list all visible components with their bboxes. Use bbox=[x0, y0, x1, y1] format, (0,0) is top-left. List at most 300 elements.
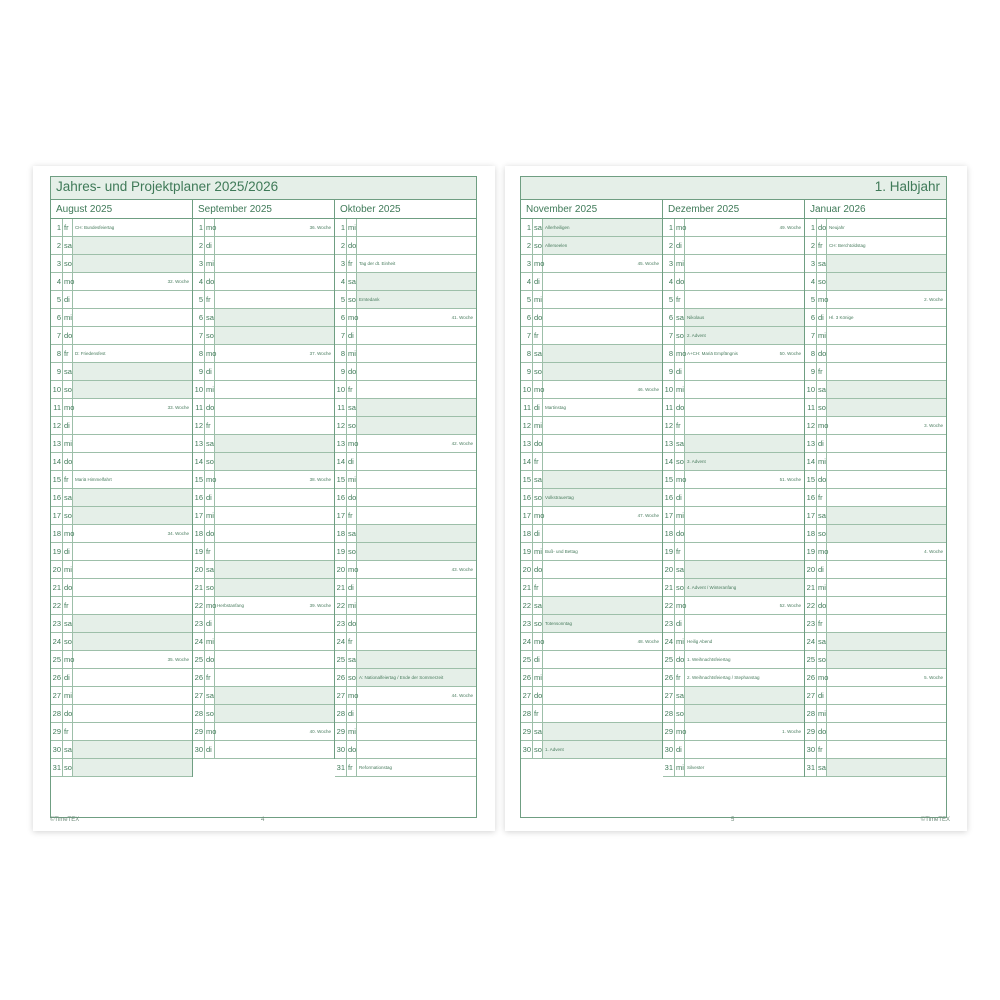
entry-cell[interactable] bbox=[214, 327, 334, 344]
day-row[interactable] bbox=[335, 291, 476, 309]
day-row[interactable] bbox=[663, 543, 804, 561]
entry-cell[interactable] bbox=[826, 345, 946, 362]
entry-cell[interactable] bbox=[72, 669, 192, 686]
day-row[interactable] bbox=[805, 219, 946, 237]
day-row[interactable] bbox=[335, 633, 476, 651]
entry-cell[interactable] bbox=[72, 615, 192, 632]
day-row[interactable] bbox=[663, 741, 804, 759]
day-row[interactable] bbox=[193, 219, 334, 237]
entry-cell[interactable] bbox=[684, 237, 804, 254]
day-row[interactable] bbox=[805, 363, 946, 381]
entry-cell[interactable] bbox=[542, 435, 662, 452]
day-row[interactable] bbox=[193, 399, 334, 417]
day-row[interactable] bbox=[805, 669, 946, 687]
day-row[interactable] bbox=[521, 291, 662, 309]
day-row[interactable] bbox=[805, 741, 946, 759]
entry-cell[interactable] bbox=[356, 345, 476, 362]
day-row[interactable] bbox=[51, 273, 192, 291]
day-row[interactable] bbox=[193, 255, 334, 273]
entry-cell[interactable] bbox=[214, 633, 334, 650]
day-row[interactable] bbox=[335, 381, 476, 399]
day-row[interactable] bbox=[805, 597, 946, 615]
entry-cell[interactable] bbox=[214, 525, 334, 542]
day-row[interactable] bbox=[521, 273, 662, 291]
day-row[interactable] bbox=[663, 327, 804, 345]
entry-cell[interactable] bbox=[214, 615, 334, 632]
day-row[interactable] bbox=[521, 723, 662, 741]
entry-cell[interactable] bbox=[214, 741, 334, 758]
entry-cell[interactable] bbox=[356, 327, 476, 344]
day-row[interactable] bbox=[51, 759, 192, 777]
entry-cell[interactable] bbox=[542, 723, 662, 740]
day-row[interactable] bbox=[51, 309, 192, 327]
day-row[interactable] bbox=[193, 705, 334, 723]
entry-cell[interactable] bbox=[356, 615, 476, 632]
entry-cell[interactable] bbox=[356, 597, 476, 614]
day-row[interactable] bbox=[805, 399, 946, 417]
entry-cell[interactable] bbox=[826, 615, 946, 632]
day-row[interactable] bbox=[51, 543, 192, 561]
entry-cell[interactable] bbox=[684, 363, 804, 380]
day-row[interactable] bbox=[521, 219, 662, 237]
day-row[interactable] bbox=[51, 255, 192, 273]
day-row[interactable] bbox=[335, 759, 476, 777]
entry-cell[interactable] bbox=[542, 345, 662, 362]
day-row[interactable] bbox=[51, 417, 192, 435]
entry-cell[interactable] bbox=[214, 417, 334, 434]
entry-cell[interactable] bbox=[684, 705, 804, 722]
entry-cell[interactable] bbox=[826, 741, 946, 758]
day-row[interactable] bbox=[193, 327, 334, 345]
entry-cell[interactable] bbox=[72, 543, 192, 560]
day-row[interactable] bbox=[805, 291, 946, 309]
day-row[interactable] bbox=[193, 669, 334, 687]
day-row[interactable] bbox=[663, 363, 804, 381]
day-row[interactable] bbox=[51, 597, 192, 615]
entry-cell[interactable] bbox=[356, 453, 476, 470]
entry-cell[interactable] bbox=[214, 543, 334, 560]
entry-cell[interactable] bbox=[214, 453, 334, 470]
entry-cell[interactable] bbox=[684, 435, 804, 452]
day-row[interactable] bbox=[805, 759, 946, 777]
day-row[interactable] bbox=[335, 453, 476, 471]
entry-cell[interactable] bbox=[684, 543, 804, 560]
entry-cell[interactable] bbox=[542, 453, 662, 470]
entry-cell[interactable] bbox=[72, 489, 192, 506]
day-row[interactable] bbox=[51, 687, 192, 705]
entry-cell[interactable] bbox=[542, 579, 662, 596]
entry-cell[interactable] bbox=[826, 327, 946, 344]
day-row[interactable] bbox=[805, 417, 946, 435]
entry-cell[interactable] bbox=[826, 471, 946, 488]
day-row[interactable] bbox=[663, 417, 804, 435]
entry-cell[interactable] bbox=[826, 399, 946, 416]
day-row[interactable] bbox=[335, 489, 476, 507]
day-row[interactable] bbox=[663, 309, 804, 327]
day-row[interactable] bbox=[51, 471, 192, 489]
day-row[interactable] bbox=[805, 651, 946, 669]
day-row[interactable] bbox=[335, 687, 476, 705]
entry-cell[interactable] bbox=[356, 219, 476, 236]
entry-cell[interactable] bbox=[826, 597, 946, 614]
entry-cell[interactable] bbox=[214, 309, 334, 326]
day-row[interactable] bbox=[51, 345, 192, 363]
day-row[interactable] bbox=[51, 615, 192, 633]
day-row[interactable] bbox=[663, 273, 804, 291]
day-row[interactable] bbox=[335, 651, 476, 669]
entry-cell[interactable] bbox=[684, 489, 804, 506]
day-row[interactable] bbox=[805, 255, 946, 273]
day-row[interactable] bbox=[663, 219, 804, 237]
day-row[interactable] bbox=[663, 291, 804, 309]
day-row[interactable] bbox=[521, 309, 662, 327]
day-row[interactable] bbox=[521, 579, 662, 597]
entry-cell[interactable] bbox=[356, 651, 476, 668]
day-row[interactable] bbox=[805, 507, 946, 525]
day-row[interactable] bbox=[335, 705, 476, 723]
day-row[interactable] bbox=[193, 291, 334, 309]
day-row[interactable] bbox=[335, 723, 476, 741]
entry-cell[interactable] bbox=[214, 237, 334, 254]
day-row[interactable] bbox=[335, 561, 476, 579]
day-row[interactable] bbox=[663, 471, 804, 489]
entry-cell[interactable] bbox=[542, 597, 662, 614]
day-row[interactable] bbox=[663, 453, 804, 471]
entry-cell[interactable] bbox=[826, 633, 946, 650]
day-row[interactable] bbox=[521, 615, 662, 633]
entry-cell[interactable] bbox=[72, 579, 192, 596]
entry-cell[interactable] bbox=[72, 453, 192, 470]
day-row[interactable] bbox=[193, 687, 334, 705]
entry-cell[interactable] bbox=[72, 741, 192, 758]
entry-cell[interactable] bbox=[214, 507, 334, 524]
day-row[interactable] bbox=[521, 327, 662, 345]
day-row[interactable] bbox=[193, 741, 334, 759]
entry-cell[interactable] bbox=[684, 399, 804, 416]
day-row[interactable] bbox=[521, 237, 662, 255]
day-row[interactable] bbox=[521, 453, 662, 471]
day-row[interactable] bbox=[663, 579, 804, 597]
day-row[interactable] bbox=[193, 633, 334, 651]
entry-cell[interactable] bbox=[214, 669, 334, 686]
entry-cell[interactable] bbox=[684, 525, 804, 542]
day-row[interactable] bbox=[193, 507, 334, 525]
day-row[interactable] bbox=[805, 525, 946, 543]
entry-cell[interactable] bbox=[684, 561, 804, 578]
day-row[interactable] bbox=[521, 435, 662, 453]
day-row[interactable] bbox=[335, 255, 476, 273]
entry-cell[interactable] bbox=[72, 327, 192, 344]
entry-cell[interactable] bbox=[542, 273, 662, 290]
day-row[interactable] bbox=[335, 219, 476, 237]
day-row[interactable] bbox=[193, 561, 334, 579]
entry-cell[interactable] bbox=[542, 471, 662, 488]
day-row[interactable] bbox=[51, 579, 192, 597]
entry-cell[interactable] bbox=[826, 255, 946, 272]
entry-cell[interactable] bbox=[214, 255, 334, 272]
entry-cell[interactable] bbox=[72, 363, 192, 380]
day-row[interactable] bbox=[663, 489, 804, 507]
entry-cell[interactable] bbox=[72, 687, 192, 704]
entry-cell[interactable] bbox=[72, 291, 192, 308]
day-row[interactable] bbox=[521, 561, 662, 579]
day-row[interactable] bbox=[51, 507, 192, 525]
entry-cell[interactable] bbox=[356, 741, 476, 758]
day-row[interactable] bbox=[335, 363, 476, 381]
day-row[interactable] bbox=[193, 381, 334, 399]
day-row[interactable] bbox=[663, 723, 804, 741]
day-row[interactable] bbox=[805, 723, 946, 741]
day-row[interactable] bbox=[335, 417, 476, 435]
day-row[interactable] bbox=[805, 687, 946, 705]
day-row[interactable] bbox=[521, 489, 662, 507]
day-row[interactable] bbox=[805, 615, 946, 633]
entry-cell[interactable] bbox=[542, 327, 662, 344]
day-row[interactable] bbox=[521, 525, 662, 543]
day-row[interactable] bbox=[805, 705, 946, 723]
day-row[interactable] bbox=[51, 525, 192, 543]
entry-cell[interactable] bbox=[214, 435, 334, 452]
day-row[interactable] bbox=[193, 417, 334, 435]
day-row[interactable] bbox=[335, 579, 476, 597]
day-row[interactable] bbox=[663, 507, 804, 525]
day-row[interactable] bbox=[51, 291, 192, 309]
entry-cell[interactable] bbox=[826, 561, 946, 578]
entry-cell[interactable] bbox=[356, 399, 476, 416]
entry-cell[interactable] bbox=[684, 273, 804, 290]
entry-cell[interactable] bbox=[684, 417, 804, 434]
entry-cell[interactable] bbox=[72, 309, 192, 326]
entry-cell[interactable] bbox=[826, 687, 946, 704]
entry-cell[interactable] bbox=[214, 291, 334, 308]
day-row[interactable] bbox=[663, 687, 804, 705]
day-row[interactable] bbox=[51, 561, 192, 579]
day-row[interactable] bbox=[335, 615, 476, 633]
day-row[interactable] bbox=[663, 705, 804, 723]
entry-cell[interactable] bbox=[72, 507, 192, 524]
entry-cell[interactable] bbox=[214, 489, 334, 506]
day-row[interactable] bbox=[521, 687, 662, 705]
entry-cell[interactable] bbox=[542, 309, 662, 326]
day-row[interactable] bbox=[51, 489, 192, 507]
entry-cell[interactable] bbox=[542, 561, 662, 578]
day-row[interactable] bbox=[521, 381, 662, 399]
entry-cell[interactable] bbox=[356, 579, 476, 596]
entry-cell[interactable] bbox=[72, 597, 192, 614]
day-row[interactable] bbox=[193, 489, 334, 507]
day-row[interactable] bbox=[51, 219, 192, 237]
day-row[interactable] bbox=[521, 597, 662, 615]
day-row[interactable] bbox=[193, 525, 334, 543]
day-row[interactable] bbox=[335, 327, 476, 345]
day-row[interactable] bbox=[335, 525, 476, 543]
entry-cell[interactable] bbox=[214, 651, 334, 668]
entry-cell[interactable] bbox=[356, 471, 476, 488]
day-row[interactable] bbox=[51, 453, 192, 471]
entry-cell[interactable] bbox=[826, 381, 946, 398]
entry-cell[interactable] bbox=[72, 759, 192, 776]
day-row[interactable] bbox=[51, 669, 192, 687]
day-row[interactable] bbox=[335, 507, 476, 525]
entry-cell[interactable] bbox=[826, 453, 946, 470]
day-row[interactable] bbox=[521, 507, 662, 525]
entry-cell[interactable] bbox=[72, 561, 192, 578]
entry-cell[interactable] bbox=[542, 363, 662, 380]
day-row[interactable] bbox=[193, 435, 334, 453]
day-row[interactable] bbox=[521, 399, 662, 417]
day-row[interactable] bbox=[193, 273, 334, 291]
entry-cell[interactable] bbox=[826, 759, 946, 776]
day-row[interactable] bbox=[51, 723, 192, 741]
entry-cell[interactable] bbox=[356, 417, 476, 434]
day-row[interactable] bbox=[805, 327, 946, 345]
entry-cell[interactable] bbox=[542, 669, 662, 686]
day-row[interactable] bbox=[193, 579, 334, 597]
entry-cell[interactable] bbox=[826, 525, 946, 542]
entry-cell[interactable] bbox=[542, 687, 662, 704]
entry-cell[interactable] bbox=[826, 579, 946, 596]
entry-cell[interactable] bbox=[826, 363, 946, 380]
entry-cell[interactable] bbox=[684, 615, 804, 632]
entry-cell[interactable] bbox=[684, 381, 804, 398]
entry-cell[interactable] bbox=[356, 525, 476, 542]
entry-cell[interactable] bbox=[356, 273, 476, 290]
day-row[interactable] bbox=[51, 363, 192, 381]
day-row[interactable] bbox=[51, 327, 192, 345]
day-row[interactable] bbox=[335, 543, 476, 561]
entry-cell[interactable] bbox=[542, 705, 662, 722]
day-row[interactable] bbox=[335, 669, 476, 687]
day-row[interactable] bbox=[663, 633, 804, 651]
day-row[interactable] bbox=[51, 237, 192, 255]
day-row[interactable] bbox=[51, 651, 192, 669]
day-row[interactable] bbox=[805, 345, 946, 363]
entry-cell[interactable] bbox=[356, 363, 476, 380]
entry-cell[interactable] bbox=[542, 651, 662, 668]
day-row[interactable] bbox=[521, 741, 662, 759]
day-row[interactable] bbox=[805, 543, 946, 561]
entry-cell[interactable] bbox=[684, 255, 804, 272]
entry-cell[interactable] bbox=[356, 543, 476, 560]
entry-cell[interactable] bbox=[826, 489, 946, 506]
day-row[interactable] bbox=[335, 345, 476, 363]
day-row[interactable] bbox=[805, 435, 946, 453]
day-row[interactable] bbox=[805, 471, 946, 489]
day-row[interactable] bbox=[663, 669, 804, 687]
day-row[interactable] bbox=[335, 435, 476, 453]
entry-cell[interactable] bbox=[214, 363, 334, 380]
entry-cell[interactable] bbox=[826, 651, 946, 668]
day-row[interactable] bbox=[663, 615, 804, 633]
day-row[interactable] bbox=[805, 561, 946, 579]
day-row[interactable] bbox=[193, 723, 334, 741]
day-row[interactable] bbox=[663, 561, 804, 579]
day-row[interactable] bbox=[51, 741, 192, 759]
day-row[interactable] bbox=[335, 237, 476, 255]
entry-cell[interactable] bbox=[542, 417, 662, 434]
entry-cell[interactable] bbox=[356, 723, 476, 740]
day-row[interactable] bbox=[193, 453, 334, 471]
entry-cell[interactable] bbox=[826, 507, 946, 524]
day-row[interactable] bbox=[663, 597, 804, 615]
day-row[interactable] bbox=[193, 309, 334, 327]
entry-cell[interactable] bbox=[356, 381, 476, 398]
entry-cell[interactable] bbox=[826, 723, 946, 740]
day-row[interactable] bbox=[193, 543, 334, 561]
day-row[interactable] bbox=[805, 453, 946, 471]
day-row[interactable] bbox=[663, 435, 804, 453]
day-row[interactable] bbox=[521, 543, 662, 561]
entry-cell[interactable] bbox=[214, 579, 334, 596]
entry-cell[interactable] bbox=[826, 435, 946, 452]
entry-cell[interactable] bbox=[214, 561, 334, 578]
entry-cell[interactable] bbox=[684, 507, 804, 524]
entry-cell[interactable] bbox=[214, 687, 334, 704]
day-row[interactable] bbox=[805, 489, 946, 507]
entry-cell[interactable] bbox=[684, 291, 804, 308]
day-row[interactable] bbox=[193, 363, 334, 381]
day-row[interactable] bbox=[335, 399, 476, 417]
day-row[interactable] bbox=[805, 633, 946, 651]
day-row[interactable] bbox=[663, 381, 804, 399]
day-row[interactable] bbox=[521, 417, 662, 435]
day-row[interactable] bbox=[521, 255, 662, 273]
day-row[interactable] bbox=[805, 381, 946, 399]
day-row[interactable] bbox=[193, 471, 334, 489]
day-row[interactable] bbox=[193, 615, 334, 633]
day-row[interactable] bbox=[663, 651, 804, 669]
day-row[interactable] bbox=[521, 633, 662, 651]
entry-cell[interactable] bbox=[356, 705, 476, 722]
day-row[interactable] bbox=[51, 399, 192, 417]
day-row[interactable] bbox=[51, 381, 192, 399]
entry-cell[interactable] bbox=[72, 255, 192, 272]
entry-cell[interactable] bbox=[72, 435, 192, 452]
entry-cell[interactable] bbox=[72, 705, 192, 722]
entry-cell[interactable] bbox=[826, 273, 946, 290]
day-row[interactable] bbox=[805, 309, 946, 327]
day-row[interactable] bbox=[663, 399, 804, 417]
entry-cell[interactable] bbox=[214, 705, 334, 722]
day-row[interactable] bbox=[521, 471, 662, 489]
day-row[interactable] bbox=[663, 237, 804, 255]
day-row[interactable] bbox=[521, 363, 662, 381]
entry-cell[interactable] bbox=[214, 381, 334, 398]
day-row[interactable] bbox=[335, 471, 476, 489]
entry-cell[interactable] bbox=[72, 381, 192, 398]
entry-cell[interactable] bbox=[684, 687, 804, 704]
day-row[interactable] bbox=[193, 651, 334, 669]
day-row[interactable] bbox=[335, 741, 476, 759]
day-row[interactable] bbox=[521, 651, 662, 669]
day-row[interactable] bbox=[193, 345, 334, 363]
entry-cell[interactable] bbox=[72, 633, 192, 650]
entry-cell[interactable] bbox=[542, 291, 662, 308]
day-row[interactable] bbox=[805, 237, 946, 255]
day-row[interactable] bbox=[663, 345, 804, 363]
day-row[interactable] bbox=[335, 309, 476, 327]
entry-cell[interactable] bbox=[214, 273, 334, 290]
entry-cell[interactable] bbox=[356, 489, 476, 506]
entry-cell[interactable] bbox=[826, 705, 946, 722]
day-row[interactable] bbox=[521, 345, 662, 363]
entry-cell[interactable] bbox=[72, 417, 192, 434]
entry-cell[interactable] bbox=[72, 723, 192, 740]
day-row[interactable] bbox=[521, 705, 662, 723]
entry-cell[interactable] bbox=[356, 507, 476, 524]
day-row[interactable] bbox=[805, 273, 946, 291]
entry-cell[interactable] bbox=[356, 633, 476, 650]
